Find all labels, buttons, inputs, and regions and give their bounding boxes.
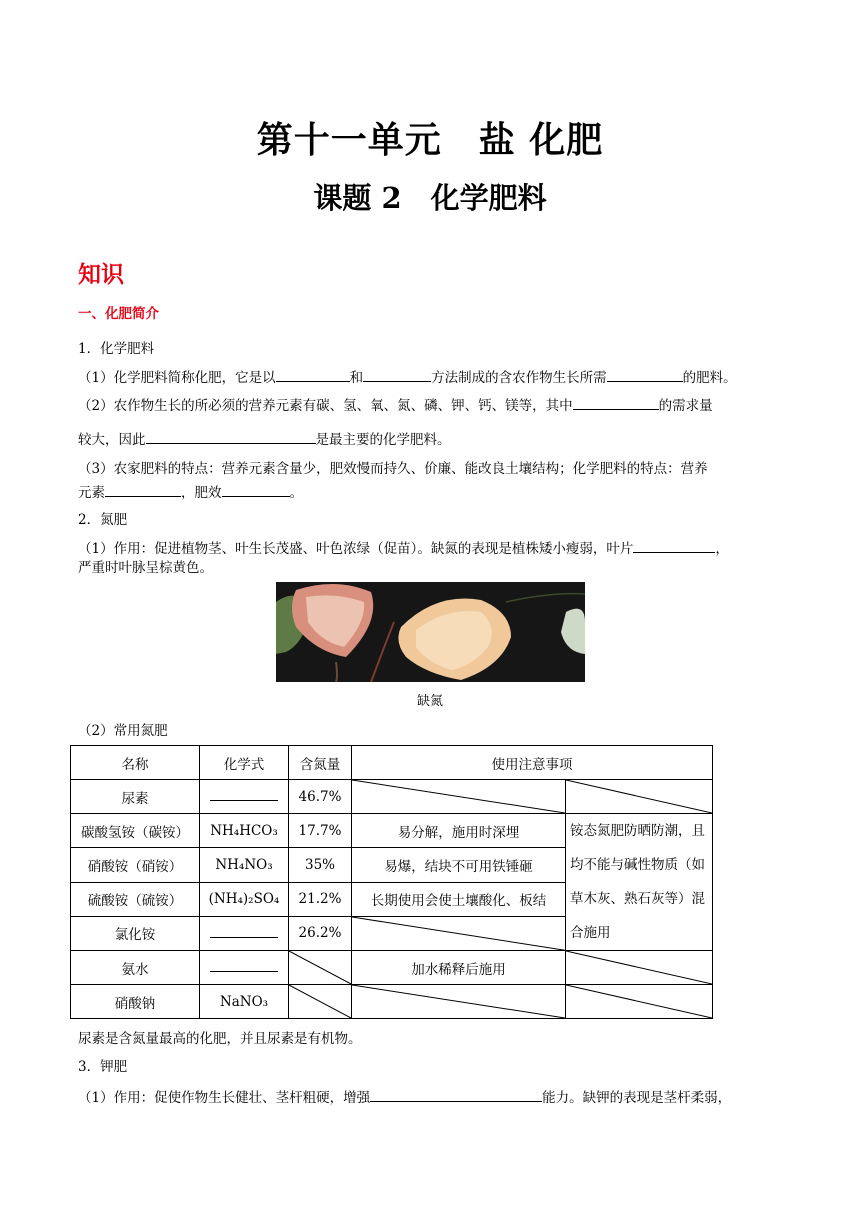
note-cell: 加水稀释后施用 xyxy=(352,951,566,985)
empty-cell xyxy=(289,985,352,1019)
nitrogen-deficiency-photo xyxy=(276,582,585,682)
fill-blank[interactable] xyxy=(370,1088,542,1102)
table-footnote: 尿素是含氮量最高的化肥，并且尿素是有机物。 xyxy=(78,1031,362,1047)
table-row xyxy=(71,951,713,985)
fill-blank[interactable] xyxy=(146,430,316,444)
item-2-heading: 2．氮肥 xyxy=(78,512,128,528)
empty-cell xyxy=(566,951,713,985)
nitrogen-cell: 21.2% xyxy=(289,882,352,916)
nitrogen-cell: 26.2% xyxy=(289,916,352,950)
text: 元素 xyxy=(78,485,105,501)
text: （1）作用：促使作物生长健壮、茎杆粗硬，增强 xyxy=(78,1090,371,1106)
formula-cell xyxy=(200,780,289,814)
header-cell: 化学式 xyxy=(200,746,289,780)
fill-blank[interactable] xyxy=(210,925,278,938)
name-cell: 硝酸铵（硝铵） xyxy=(71,848,200,882)
text: 是最主要的化学肥料。 xyxy=(315,432,451,448)
text: 和 xyxy=(349,370,364,386)
fill-blank[interactable] xyxy=(210,788,278,801)
empty-cell xyxy=(566,985,713,1019)
diagonal-line xyxy=(352,985,565,1018)
table-header-row xyxy=(71,746,713,780)
text: （2）农作物生长的所必须的营养元素有碳、氢、氧、氮、磷、钾、钙、镁等，其中 xyxy=(78,398,573,414)
leaf-illustration xyxy=(276,582,585,682)
name-cell: 硫酸铵（硫铵） xyxy=(71,882,200,916)
text: （1）化学肥料简称化肥，它是以 xyxy=(78,370,276,386)
fill-blank[interactable] xyxy=(363,368,431,382)
formula-cell: NaNO₃ xyxy=(200,985,289,1019)
fill-blank[interactable] xyxy=(210,959,278,972)
text: ， xyxy=(715,541,729,557)
unit-title: 第十一单元 盐 化肥 xyxy=(256,119,604,161)
diagonal-line xyxy=(566,985,712,1018)
nitrogen-cell: 35% xyxy=(289,848,352,882)
empty-cell xyxy=(352,985,566,1019)
item-1-heading: 1．化学肥料 xyxy=(78,341,155,357)
subsection-heading: 一、化肥简介 xyxy=(78,306,159,322)
empty-cell xyxy=(289,951,352,985)
paragraph-1-2-cont xyxy=(78,428,451,448)
nitrogen-cell: 17.7% xyxy=(289,814,352,848)
name-cell: 尿素 xyxy=(71,780,200,814)
nitrogen-fertilizer-table xyxy=(70,745,713,1019)
table-row xyxy=(71,814,713,848)
diagonal-line xyxy=(352,780,565,813)
paragraph-1-3-cont xyxy=(78,481,303,501)
name-cell: 硝酸钠 xyxy=(71,985,200,1019)
header-cell: 名称 xyxy=(71,746,200,780)
nitrogen-cell: 46.7% xyxy=(289,780,352,814)
section-heading: 知识 xyxy=(78,262,124,288)
diagonal-line xyxy=(566,780,712,813)
text: 的肥料。 xyxy=(682,370,737,386)
empty-cell xyxy=(352,916,566,950)
formula-cell: (NH₄)₂SO₄ xyxy=(200,882,289,916)
fill-blank[interactable] xyxy=(633,539,715,553)
formula-cell: NH₄NO₃ xyxy=(200,848,289,882)
note-cell: 长期使用会使土壤酸化、板结 xyxy=(352,882,566,916)
name-cell: 氯化铵 xyxy=(71,916,200,950)
lesson-title: 课题 2 化学肥料 xyxy=(313,181,547,215)
formula-cell: NH₄HCO₃ xyxy=(200,814,289,848)
fill-blank[interactable] xyxy=(276,368,350,382)
diagonal-line xyxy=(352,917,565,950)
formula-cell xyxy=(200,951,289,985)
fill-blank[interactable] xyxy=(105,483,181,497)
text: 。 xyxy=(289,485,303,501)
text: 能力。缺钾的表现是茎杆柔弱， xyxy=(542,1090,732,1106)
merged-note-cell: 铵态氮肥防晒防潮，且均不能与碱性物质（如草木灰、熟石灰等）混合施用 xyxy=(566,814,713,951)
header-cell: 使用注意事项 xyxy=(352,746,713,780)
header-cell: 含氮量 xyxy=(289,746,352,780)
table-row xyxy=(71,780,713,814)
fill-blank[interactable] xyxy=(222,483,290,497)
paragraph-2-2: （2）常用氮肥 xyxy=(78,723,168,739)
paragraph-3-1 xyxy=(78,1086,731,1106)
text: （1）作用：促进植物茎、叶生长茂盛、叶色浓绿（促苗）。缺氮的表现是植株矮小瘦弱，叶片 xyxy=(78,541,634,557)
paragraph-1-2 xyxy=(78,394,713,414)
table-row xyxy=(71,985,713,1019)
paragraph-2-1 xyxy=(78,537,729,557)
fill-blank[interactable] xyxy=(573,396,659,410)
paragraph-1-3: （3）农家肥料的特点：营养元素含量少，肥效慢而持久、价廉、能改良土壤结构；化学肥料的特点：营养 xyxy=(78,461,708,477)
paragraph-1-1 xyxy=(78,366,737,386)
name-cell: 碳酸氢铵（碳铵） xyxy=(71,814,200,848)
name-cell: 氨水 xyxy=(71,951,200,985)
diagonal-line xyxy=(566,951,712,984)
fill-blank[interactable] xyxy=(607,368,683,382)
note-cell: 易分解，施用时深埋 xyxy=(352,814,566,848)
diagonal-line xyxy=(289,985,351,1018)
note-cell: 易爆，结块不可用铁锤砸 xyxy=(352,848,566,882)
text: 较大，因此 xyxy=(78,432,146,448)
empty-cell xyxy=(352,780,566,814)
item-3-heading: 3．钾肥 xyxy=(78,1059,128,1075)
text: 方法制成的含农作物生长所需 xyxy=(431,370,607,386)
formula-cell xyxy=(200,916,289,950)
diagonal-line xyxy=(289,951,351,984)
empty-cell xyxy=(566,780,713,814)
text: 的需求量 xyxy=(658,398,713,414)
text: ，肥效 xyxy=(181,485,222,501)
image-caption: 缺氮 xyxy=(416,694,443,709)
paragraph-2-1-cont: 严重时叶脉呈棕黄色。 xyxy=(78,560,213,576)
